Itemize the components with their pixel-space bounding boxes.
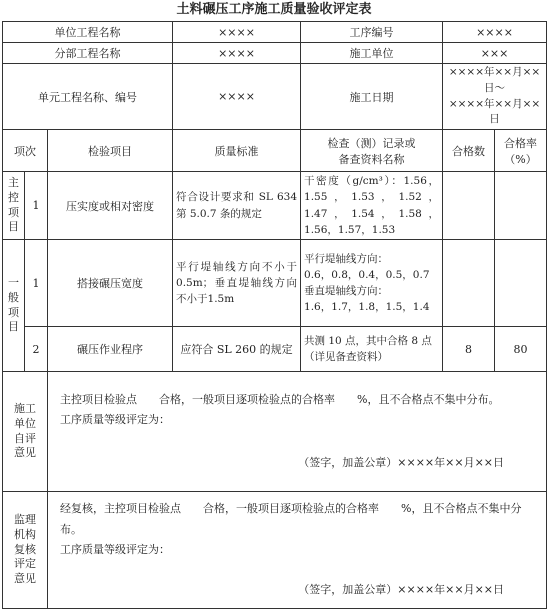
supervision-signature: （签字，加盖公章）××××年××月××日 [298, 583, 505, 597]
general-row-count: 8 [443, 327, 495, 372]
general-row-item: 碾压作业程序 [48, 327, 173, 372]
sub-project-label: 分部工程名称 [3, 43, 173, 64]
col-pass-rate [495, 130, 547, 172]
unit-project-label: 单位工程名称 [3, 22, 173, 43]
col-quality-standard: 质量标准 [173, 130, 301, 172]
col-pass-rate-line1: 合格率 [504, 136, 538, 150]
self-eval-line1: 主控项目检验点 合格，一般项目逐项检验点的合格率 %，且不合格点不集中分布。 [60, 393, 500, 407]
main-control-row-record: 干密度（g/cm³）：1.56，1.55，1.53，1.52，1.47，1.54，1.58，1.56，1.57，1.53 [301, 172, 443, 240]
construction-date-value [443, 64, 547, 130]
general-row-standard: 应符合 SL 260 的规定 [173, 327, 301, 372]
general-group-label: 一般项目 [3, 240, 25, 372]
construction-unit-label: 施工单位 [301, 43, 443, 64]
supervision-line2: 工序质量等级评定为： [60, 543, 170, 557]
construction-date-end: ××××年××月××日 [448, 97, 541, 126]
general-row-rate: 80 [495, 327, 547, 372]
record-parallel-values: 0.6，0.8，0.4，0.5，0.7 [304, 268, 430, 281]
element-project-value: ×××× [173, 64, 301, 130]
supervision-line1: 经复核，主控项目检验点 合格，一般项目逐项检验点的合格率 %，且不合格点不集中分布。 [60, 502, 522, 536]
col-pass-rate-line2: （%） [504, 152, 537, 166]
general-row-rate [495, 240, 547, 327]
record-summary: 共测 10 点，其中合格 8 点 [304, 334, 432, 347]
main-control-row-count [443, 172, 495, 240]
self-eval-line2: 工序质量等级评定为： [60, 413, 170, 427]
process-no-label: 工序编号 [301, 22, 443, 43]
sub-project-value: ×××× [173, 43, 301, 64]
unit-project-value: ×××× [173, 22, 301, 43]
element-project-label: 单元工程名称、编号 [3, 64, 173, 130]
general-row-record [301, 327, 443, 372]
general-row-record [301, 240, 443, 327]
col-item-order: 项次 [3, 130, 48, 172]
record-vertical-values: 1.6，1.7，1.8，1.5，1.4 [304, 301, 430, 314]
general-row-no: 1 [25, 240, 48, 327]
record-vertical-label: 垂直堤轴线方向： [304, 285, 389, 298]
col-qualified-count: 合格数 [443, 130, 495, 172]
record-parallel-label: 平行堤轴线方向： [304, 252, 389, 265]
col-record-line2: 备查资料名称 [338, 152, 405, 166]
general-row-no: 2 [25, 327, 48, 372]
supervision-content [48, 492, 547, 609]
process-no-value: ×××× [443, 22, 547, 43]
construction-date-label: 施工日期 [301, 64, 443, 130]
construction-date-start: ××××年××月××日～ [448, 66, 541, 94]
main-control-row-no: 1 [25, 172, 48, 240]
main-control-row-standard: 符合设计要求和 SL 634 第 5.0.7 条的规定 [173, 172, 301, 240]
main-control-row-rate [495, 172, 547, 240]
self-eval-signature: （签字，加盖公章）××××年××月××日 [298, 455, 505, 469]
col-record [301, 130, 443, 172]
supervision-label: 监理机构复核评定意见 [3, 492, 48, 609]
record-reference: （详见备查资料） [304, 351, 389, 364]
general-row-count [443, 240, 495, 327]
self-eval-label: 施工单位自评意见 [3, 372, 48, 492]
general-row-item: 搭接碾压宽度 [48, 240, 173, 327]
main-control-row-item: 压实度或相对密度 [48, 172, 173, 240]
quality-evaluation-table [2, 21, 546, 597]
col-check-item: 检验项目 [48, 130, 173, 172]
construction-unit-value: ××× [443, 43, 547, 64]
general-row-standard: 平行堤轴线方向不小于0.5m；垂直堤轴线方向不小于1.5m [173, 240, 301, 327]
self-eval-content [48, 372, 547, 492]
col-record-line1: 检查（测）记录或 [327, 136, 416, 150]
form-title: 土料碾压工序施工质量验收评定表 [176, 2, 372, 17]
main-control-group-label: 主控项目 [3, 172, 25, 240]
